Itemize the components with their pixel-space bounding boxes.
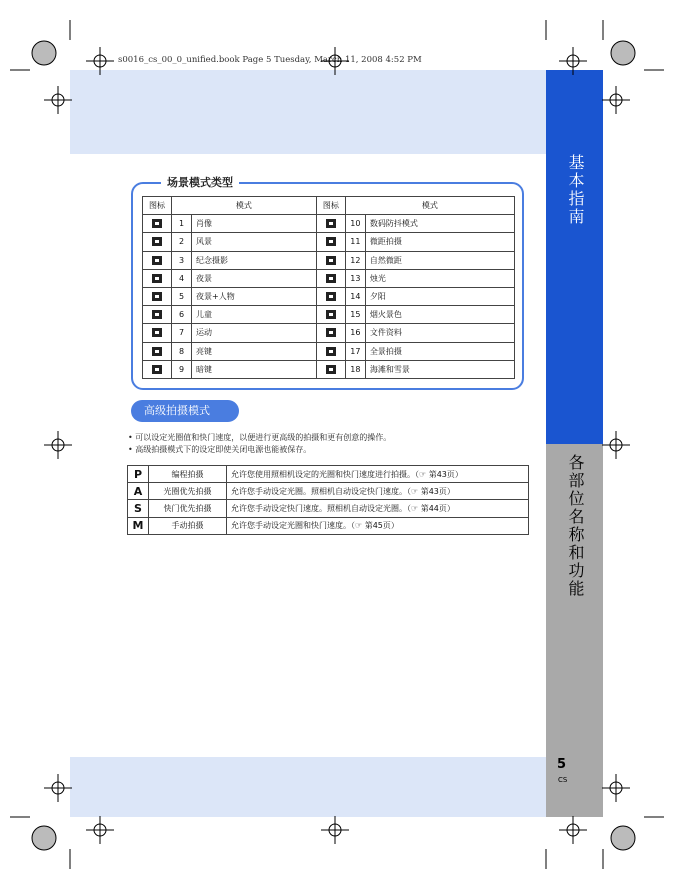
table-row bbox=[143, 287, 515, 305]
natural-macro-icon bbox=[326, 256, 336, 265]
scene-icon-cell bbox=[143, 360, 172, 378]
bullet-item: • 高级拍摄模式下的设定即使关闭电源也能被保存。 bbox=[128, 444, 391, 456]
landmark-icon bbox=[152, 256, 162, 265]
mode-name: 快门优先拍摄 bbox=[149, 500, 227, 517]
mode-name: 编程拍摄 bbox=[149, 466, 227, 483]
table-row bbox=[143, 306, 515, 324]
table-row bbox=[128, 517, 529, 534]
low-key-icon bbox=[152, 365, 162, 374]
top-band bbox=[70, 70, 546, 154]
scene-icon-cell bbox=[143, 342, 172, 360]
scene-label: 肖像 bbox=[192, 215, 317, 233]
scene-number: 14 bbox=[345, 287, 365, 305]
scene-number: 8 bbox=[172, 342, 192, 360]
scene-number: 10 bbox=[345, 215, 365, 233]
scene-icon-cell bbox=[143, 215, 172, 233]
advanced-mode-table bbox=[127, 465, 529, 535]
side-tab-basic-guide bbox=[546, 70, 603, 444]
scene-label: 夜景 bbox=[192, 269, 317, 287]
crosshair-icon bbox=[602, 774, 630, 802]
scene-number: 4 bbox=[172, 269, 192, 287]
scene-icon-cell bbox=[143, 233, 172, 251]
print-header: s0016_cs_00_0_unified.book Page 5 Tuesday, March 11, 2008 4:52 PM bbox=[118, 55, 422, 65]
landscape-icon bbox=[152, 237, 162, 246]
scene-label: 烛光 bbox=[365, 269, 514, 287]
registration-mark-icon bbox=[32, 826, 56, 850]
scene-number: 2 bbox=[172, 233, 192, 251]
night-portrait-icon bbox=[152, 292, 162, 301]
scene-icon-cell bbox=[316, 342, 345, 360]
scene-label: 烟火景色 bbox=[365, 306, 514, 324]
scene-label: 自然微距 bbox=[365, 251, 514, 269]
header-icon: 图标 bbox=[143, 197, 172, 215]
high-key-icon bbox=[152, 347, 162, 356]
crosshair-icon bbox=[321, 816, 349, 844]
mode-letter: M bbox=[128, 517, 149, 534]
registration-mark-icon bbox=[611, 41, 635, 65]
mode-letter: S bbox=[128, 500, 149, 517]
scene-number: 17 bbox=[345, 342, 365, 360]
scene-number: 18 bbox=[345, 360, 365, 378]
scene-number: 16 bbox=[345, 324, 365, 342]
crosshair-icon bbox=[44, 86, 72, 114]
scene-icon-cell bbox=[316, 233, 345, 251]
portrait-icon bbox=[152, 219, 162, 228]
scene-label: 风景 bbox=[192, 233, 317, 251]
mode-name: 手动拍摄 bbox=[149, 517, 227, 534]
registration-mark-icon bbox=[32, 41, 56, 65]
scene-number: 15 bbox=[345, 306, 365, 324]
beach-snow-icon bbox=[326, 365, 336, 374]
scene-icon-cell bbox=[316, 324, 345, 342]
scene-label: 文件资料 bbox=[365, 324, 514, 342]
page-number: 5 bbox=[557, 757, 567, 772]
crosshair-icon bbox=[602, 86, 630, 114]
scene-icon-cell bbox=[143, 269, 172, 287]
scene-number: 1 bbox=[172, 215, 192, 233]
table-header-row bbox=[143, 197, 515, 215]
documents-icon bbox=[326, 328, 336, 337]
scene-label: 运动 bbox=[192, 324, 317, 342]
crosshair-icon bbox=[602, 431, 630, 459]
macro-icon bbox=[326, 237, 336, 246]
mode-description: 允许您手动设定光圈和快门速度。（☞ 第45页） bbox=[227, 517, 529, 534]
fireworks-icon bbox=[326, 310, 336, 319]
scene-icon-cell bbox=[143, 251, 172, 269]
table-row bbox=[143, 324, 515, 342]
page-code: CS bbox=[558, 776, 568, 784]
scene-number: 3 bbox=[172, 251, 192, 269]
bullet-item: • 可以设定光圈值和快门速度，以便进行更高级的拍摄和更有创意的操作。 bbox=[128, 432, 391, 444]
mode-description: 允许您使用照相机设定的光圈和快门速度进行拍摄。（☞ 第43页） bbox=[227, 466, 529, 483]
scene-number: 7 bbox=[172, 324, 192, 342]
scene-icon-cell bbox=[316, 215, 345, 233]
mode-description: 允许您手动设定光圈。照相机自动设定快门速度。（☞ 第43页） bbox=[227, 483, 529, 500]
stabilize-icon bbox=[326, 219, 336, 228]
crosshair-icon bbox=[44, 774, 72, 802]
mode-name: 光圈优先拍摄 bbox=[149, 483, 227, 500]
scene-label: 海滩和雪景 bbox=[365, 360, 514, 378]
candle-icon bbox=[326, 274, 336, 283]
scene-number: 6 bbox=[172, 306, 192, 324]
scene-number: 5 bbox=[172, 287, 192, 305]
scene-icon-cell bbox=[143, 324, 172, 342]
panorama-icon bbox=[326, 347, 336, 356]
scene-icon-cell bbox=[143, 306, 172, 324]
night-scene-icon bbox=[152, 274, 162, 283]
scene-icon-cell bbox=[316, 251, 345, 269]
table-row bbox=[143, 251, 515, 269]
scene-icon-cell bbox=[143, 287, 172, 305]
crosshair-icon bbox=[559, 816, 587, 844]
scene-number: 11 bbox=[345, 233, 365, 251]
scene-label: 暗键 bbox=[192, 360, 317, 378]
scene-icon-cell bbox=[316, 287, 345, 305]
table-row bbox=[143, 360, 515, 378]
table-row bbox=[143, 215, 515, 233]
side-tab-parts-names bbox=[546, 444, 603, 817]
scene-icon-cell bbox=[316, 360, 345, 378]
table-row bbox=[143, 233, 515, 251]
table-row bbox=[143, 269, 515, 287]
header-mode: 模式 bbox=[172, 197, 317, 215]
table-row bbox=[128, 483, 529, 500]
table-row bbox=[128, 500, 529, 517]
advanced-mode-heading: 高级拍摄模式 bbox=[131, 400, 239, 422]
scene-label: 全景拍摄 bbox=[365, 342, 514, 360]
children-icon bbox=[152, 310, 162, 319]
scene-mode-table bbox=[142, 196, 515, 379]
scene-label: 夕阳 bbox=[365, 287, 514, 305]
scene-number: 13 bbox=[345, 269, 365, 287]
scene-label: 数码防抖模式 bbox=[365, 215, 514, 233]
scene-number: 12 bbox=[345, 251, 365, 269]
scene-icon-cell bbox=[316, 269, 345, 287]
sport-icon bbox=[152, 328, 162, 337]
crosshair-icon bbox=[44, 431, 72, 459]
advanced-notes bbox=[128, 432, 391, 456]
scene-label: 微距拍摄 bbox=[365, 233, 514, 251]
header-icon: 图标 bbox=[316, 197, 345, 215]
crosshair-icon bbox=[86, 816, 114, 844]
sunset-icon bbox=[326, 292, 336, 301]
table-row bbox=[143, 342, 515, 360]
scene-number: 9 bbox=[172, 360, 192, 378]
header-mode: 模式 bbox=[345, 197, 514, 215]
registration-mark-icon bbox=[611, 826, 635, 850]
scene-label: 纪念摄影 bbox=[192, 251, 317, 269]
mode-letter: P bbox=[128, 466, 149, 483]
scene-label: 亮键 bbox=[192, 342, 317, 360]
scene-mode-title: 场景模式类型 bbox=[161, 174, 239, 190]
side-tab-parts-names-label: 各部位名称和功能 bbox=[566, 454, 585, 598]
scene-label: 夜景+人物 bbox=[192, 287, 317, 305]
bottom-band bbox=[70, 757, 546, 817]
table-row bbox=[128, 466, 529, 483]
mode-description: 允许您手动设定快门速度。照相机自动设定光圈。（☞ 第44页） bbox=[227, 500, 529, 517]
side-tab-basic-guide-label: 基本指南 bbox=[566, 154, 585, 226]
scene-label: 儿童 bbox=[192, 306, 317, 324]
scene-icon-cell bbox=[316, 306, 345, 324]
mode-letter: A bbox=[128, 483, 149, 500]
